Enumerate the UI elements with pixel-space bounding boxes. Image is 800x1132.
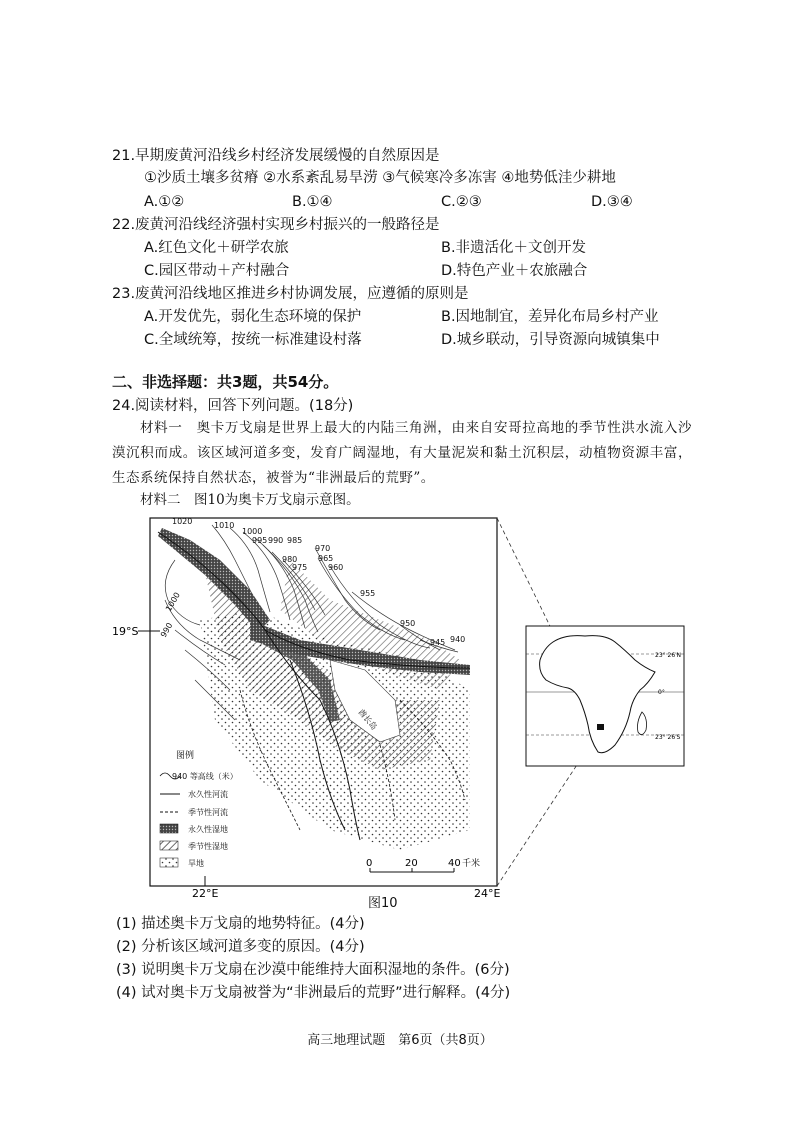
scale-bar	[366, 857, 480, 872]
svg-text:965: 965	[318, 554, 334, 563]
q23-option-a: A.开发优先，弱化生态环境的保护	[144, 309, 362, 325]
svg-text:0: 0	[366, 858, 373, 869]
svg-text:季节性湿地: 季节性湿地	[188, 842, 228, 851]
svg-text:图例: 图例	[176, 751, 195, 761]
map-caption: 图10	[368, 896, 398, 911]
q23-option-d: D.城乡联动，引导资源向城镇集中	[441, 332, 660, 348]
lat-19s-label: 19°S	[112, 625, 139, 638]
q21-items: ①沙质土壤多贫瘠 ②水系紊乱易旱涝 ③气候寒冷多冻害 ④地势低洼少耕地	[144, 170, 616, 186]
svg-text:1010: 1010	[214, 521, 235, 530]
svg-text:40: 40	[448, 858, 461, 869]
q21-option-d: D.③④	[591, 194, 633, 210]
q21-option-b: B.①④	[292, 194, 333, 210]
q22-option-c: C.园区带动＋产村融合	[144, 263, 290, 279]
svg-text:20: 20	[405, 858, 418, 869]
svg-text:940 等高线（米）: 940 等高线（米）	[172, 772, 238, 781]
svg-text:985: 985	[287, 536, 303, 545]
map-legend	[160, 749, 238, 868]
svg-text:旱地: 旱地	[188, 859, 204, 868]
svg-text:980: 980	[282, 555, 298, 564]
q24-stem: 24.阅读材料，回答下列问题。(18分)	[112, 398, 354, 414]
q24-question-4: (4) 试对奥卡万戈扇被誉为“非洲最后的荒野”进行解释。(4分)	[116, 985, 511, 1001]
svg-text:975: 975	[292, 563, 308, 572]
q22-option-d: D.特色产业＋农旅融合	[441, 263, 588, 279]
q22-option-b: B.非遗活化＋文创开发	[441, 240, 587, 256]
q24-question-2: (2) 分析该区域河道多变的原因。(4分)	[116, 939, 365, 955]
section-title: 二、非选择题：共3题，共54分。	[112, 373, 339, 391]
q22-stem: 22.废黄河沿线经济强村实现乡村振兴的一般路径是	[112, 217, 440, 233]
q21-option-a: A.①②	[144, 194, 185, 210]
svg-text:940: 940	[450, 635, 466, 644]
svg-text:945: 945	[430, 638, 446, 647]
svg-text:960: 960	[328, 563, 344, 572]
svg-text:永久性湿地: 永久性湿地	[188, 825, 228, 834]
q22-option-a: A.红色文化＋研学农旅	[144, 240, 289, 256]
svg-text:千米: 千米	[462, 859, 481, 869]
okavango-map	[0, 505, 800, 925]
lon-24e-label: 24°E	[474, 887, 501, 900]
svg-text:970: 970	[315, 544, 331, 553]
africa-inset-map	[526, 626, 684, 766]
q23-option-c: C.全域统筹，按统一标准建设村落	[144, 332, 362, 348]
q21-stem: 21.早期废黄河沿线乡村经济发展缓慢的自然原因是	[112, 148, 440, 164]
svg-text:955: 955	[360, 589, 376, 598]
svg-text:0°: 0°	[658, 689, 665, 696]
svg-text:1000: 1000	[163, 590, 182, 613]
svg-text:995: 995	[252, 536, 268, 545]
q23-stem: 23.废黄河沿线地区推进乡村协调发展，应遵循的原则是	[112, 286, 469, 302]
svg-text:1020: 1020	[172, 517, 193, 526]
q24-question-1: (1) 描述奥卡万戈扇的地势特征。(4分)	[116, 916, 365, 932]
svg-text:23° 26′S: 23° 26′S	[655, 734, 681, 741]
q21-option-c: C.②③	[441, 194, 482, 210]
svg-text:23° 26′N: 23° 26′N	[655, 652, 682, 659]
q23-option-b: B.因地制宜，差异化布局乡村产业	[441, 309, 659, 325]
page-footer: 高三地理试题 第6页（共8页）	[307, 1033, 493, 1048]
q24-material-2: 材料二 图10为奥卡万戈扇示意图。	[140, 492, 360, 508]
lon-22e-label: 22°E	[192, 887, 219, 900]
q24-question-3: (3) 说明奥卡万戈扇在沙漠中能维持大面积湿地的条件。(6分)	[116, 962, 510, 978]
svg-text:950: 950	[400, 619, 416, 628]
svg-text:1000: 1000	[242, 527, 263, 536]
okavango-location-marker	[597, 724, 604, 730]
svg-text:990: 990	[268, 536, 284, 545]
chief-island-label: 酋长岛	[356, 707, 379, 732]
svg-text:水久性河流: 水久性河流	[188, 790, 228, 799]
q24-material-1: 材料一 奥卡万戈扇是世界上最大的内陆三角洲，由来自安哥拉高地的季节性洪水流入沙漠沉积而成。该区域河道多变，发育广阔湿地，有大量泥炭和黏土沉积层，动植物资源丰富，生态系统保持自然状态，被誉为“非洲最后的荒野”。	[112, 420, 692, 486]
svg-text:990: 990	[158, 621, 175, 639]
svg-text:季节性河流: 季节性河流	[188, 808, 228, 817]
